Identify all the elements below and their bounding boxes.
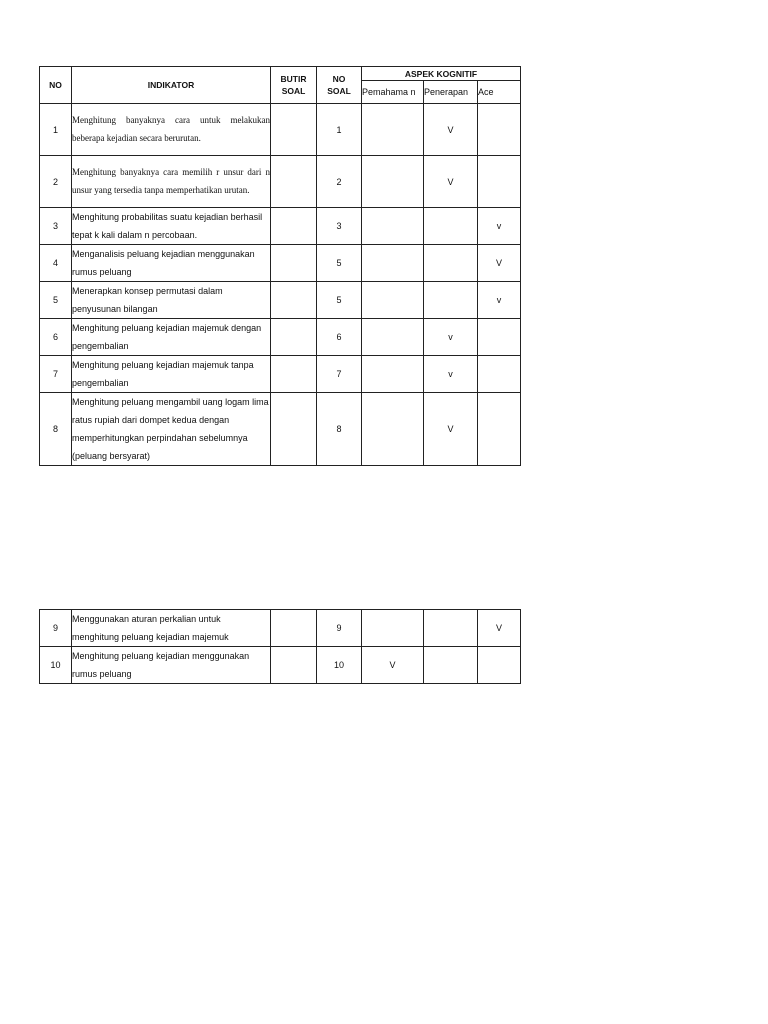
- butir-soal-cell: [271, 393, 317, 466]
- indikator-cell: Menghitung banyaknya cara memilih r unsur dari n unsur yang tersedia tanpa memperhatikan urutan.: [72, 156, 271, 208]
- table-row: [40, 104, 521, 156]
- no-soal-cell: 1: [317, 104, 362, 156]
- penerapan-cell: [424, 610, 478, 647]
- butir-soal-cell: [271, 319, 317, 356]
- butir-soal-cell: [271, 104, 317, 156]
- penerapan-cell: [424, 647, 478, 684]
- no-soal-cell: 9: [317, 610, 362, 647]
- table-row: [40, 245, 521, 282]
- header-no-soal: NO SOAL: [317, 67, 362, 104]
- indikator-cell: Menghitung peluang kejadian menggunakan rumus peluang: [72, 647, 271, 684]
- indikator-cell: Menghitung probabilitas suatu kejadian berhasil tepat k kali dalam n percobaan.: [72, 208, 271, 245]
- header-butir-soal: BUTIR SOAL: [271, 67, 317, 104]
- pemahaman-cell: V: [362, 647, 424, 684]
- header-ace: Ace: [478, 81, 521, 104]
- table-row: [40, 208, 521, 245]
- penerapan-cell: [424, 245, 478, 282]
- table-row: [40, 393, 521, 466]
- header-penerapan: Penerapan: [424, 81, 478, 104]
- header-pemahaman: Pemahama n: [362, 81, 424, 104]
- penerapan-cell: [424, 208, 478, 245]
- pemahaman-cell: [362, 104, 424, 156]
- no-soal-cell: 5: [317, 245, 362, 282]
- no-soal-cell: 7: [317, 356, 362, 393]
- header-aspek-kognitif: ASPEK KOGNITIF: [362, 67, 521, 81]
- penerapan-cell: V: [424, 104, 478, 156]
- ace-cell: [478, 156, 521, 208]
- no-soal-cell: 5: [317, 282, 362, 319]
- butir-soal-cell: [271, 282, 317, 319]
- table-row: [40, 156, 521, 208]
- row-number: 1: [40, 104, 72, 156]
- pemahaman-cell: [362, 282, 424, 319]
- ace-cell: v: [478, 282, 521, 319]
- indikator-cell: Menghitung peluang mengambil uang logam lima ratus rupiah dari dompet kedua dengan memperhitungkan perpindahan sebelumnya (peluang bersyarat): [72, 393, 271, 466]
- table-row: [40, 610, 521, 647]
- row-number: 2: [40, 156, 72, 208]
- penerapan-cell: [424, 282, 478, 319]
- row-number: 4: [40, 245, 72, 282]
- pemahaman-cell: [362, 156, 424, 208]
- penerapan-cell: V: [424, 156, 478, 208]
- header-no: NO: [40, 67, 72, 104]
- table-row: [40, 282, 521, 319]
- indikator-cell: Menerapkan konsep permutasi dalam penyusunan bilangan: [72, 282, 271, 319]
- table-row: [40, 647, 521, 684]
- butir-soal-cell: [271, 245, 317, 282]
- pemahaman-cell: [362, 208, 424, 245]
- table-row: [40, 319, 521, 356]
- ace-cell: v: [478, 208, 521, 245]
- indikator-cell: Menghitung peluang kejadian majemuk dengan pengembalian: [72, 319, 271, 356]
- no-soal-cell: 3: [317, 208, 362, 245]
- indicator-table-continued: [39, 609, 521, 684]
- penerapan-cell: v: [424, 319, 478, 356]
- no-soal-cell: 2: [317, 156, 362, 208]
- butir-soal-cell: [271, 647, 317, 684]
- indikator-cell: Menganalisis peluang kejadian menggunakan rumus peluang: [72, 245, 271, 282]
- butir-soal-cell: [271, 610, 317, 647]
- row-number: 9: [40, 610, 72, 647]
- ace-cell: V: [478, 245, 521, 282]
- row-number: 6: [40, 319, 72, 356]
- header-indikator: INDIKATOR: [72, 67, 271, 104]
- row-number: 8: [40, 393, 72, 466]
- row-number: 3: [40, 208, 72, 245]
- pemahaman-cell: [362, 393, 424, 466]
- penerapan-cell: V: [424, 393, 478, 466]
- no-soal-cell: 8: [317, 393, 362, 466]
- ace-cell: [478, 356, 521, 393]
- row-number: 7: [40, 356, 72, 393]
- indikator-cell: Menggunakan aturan perkalian untuk menghitung peluang kejadian majemuk: [72, 610, 271, 647]
- no-soal-cell: 6: [317, 319, 362, 356]
- pemahaman-cell: [362, 356, 424, 393]
- ace-cell: [478, 104, 521, 156]
- ace-cell: [478, 319, 521, 356]
- pemahaman-cell: [362, 245, 424, 282]
- ace-cell: [478, 647, 521, 684]
- penerapan-cell: v: [424, 356, 478, 393]
- indikator-cell: Menghitung banyaknya cara untuk melakukan beberapa kejadian secara berurutan.: [72, 104, 271, 156]
- no-soal-cell: 10: [317, 647, 362, 684]
- indicator-table: [39, 66, 521, 466]
- pemahaman-cell: [362, 319, 424, 356]
- indikator-cell: Menghitung peluang kejadian majemuk tanpa pengembalian: [72, 356, 271, 393]
- pemahaman-cell: [362, 610, 424, 647]
- ace-cell: V: [478, 610, 521, 647]
- row-number: 5: [40, 282, 72, 319]
- butir-soal-cell: [271, 156, 317, 208]
- row-number: 10: [40, 647, 72, 684]
- table-row: [40, 356, 521, 393]
- butir-soal-cell: [271, 356, 317, 393]
- butir-soal-cell: [271, 208, 317, 245]
- ace-cell: [478, 393, 521, 466]
